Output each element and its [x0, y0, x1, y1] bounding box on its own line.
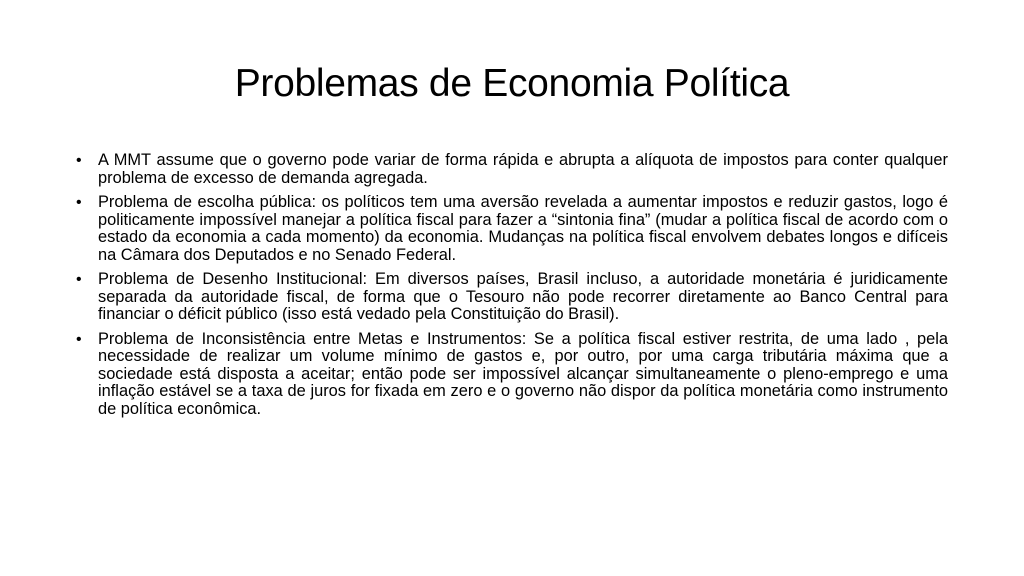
bullet-marker: •: [76, 152, 82, 169]
bullet-marker: •: [76, 194, 82, 211]
bullet-list: [76, 152, 948, 425]
bullet-text: Problema de Desenho Institucional: Em diversos países, Brasil incluso, a autoridade monetária é juridicamente separada da autoridade fiscal, de forma que o Tesouro não pode recorrer diretamente ao Banco Central para financiar o déficit público (isso está vedado pela Constituição do Brasil).: [98, 270, 948, 323]
bullet-item: [76, 331, 948, 419]
bullet-marker: •: [76, 271, 82, 288]
bullet-text: Problema de Inconsistência entre Metas e Instrumentos: Se a política fiscal estiver restrita, de uma lado , pela necessidade de realizar um volume mínimo de gastos e, por outro, por uma carga tributária máxima que a sociedade está disposta a aceitar; então pode ser impossível alcançar simultaneamente o pleno-emprego e uma inflação estável se a taxa de juros for fixada em zero e o governo não dispor da política monetária como instrumento de política econômica.: [98, 329, 948, 418]
bullet-item: [76, 271, 948, 324]
bullet-marker: •: [76, 330, 82, 348]
bullet-text: Problema de escolha pública: os políticos tem uma aversão revelada a aumentar impostos e reduzir gastos, logo é politicamente impossível manejar a política fiscal para fazer a “sintonia fina” (mudar a política fiscal de acordo com o estado da economia a cada momento) da economia. Mudanças na política fiscal envolvem debates longos e difíceis na Câmara dos Deputados e no Senado Federal.: [98, 193, 948, 264]
bullet-text: A MMT assume que o governo pode variar de forma rápida e abrupta a alíquota de impostos para conter qualquer problema de excesso de demanda agregada.: [98, 151, 948, 187]
bullet-item: [76, 194, 948, 264]
bullet-item: [76, 152, 948, 187]
slide-title: Problemas de Economia Política: [234, 62, 790, 105]
